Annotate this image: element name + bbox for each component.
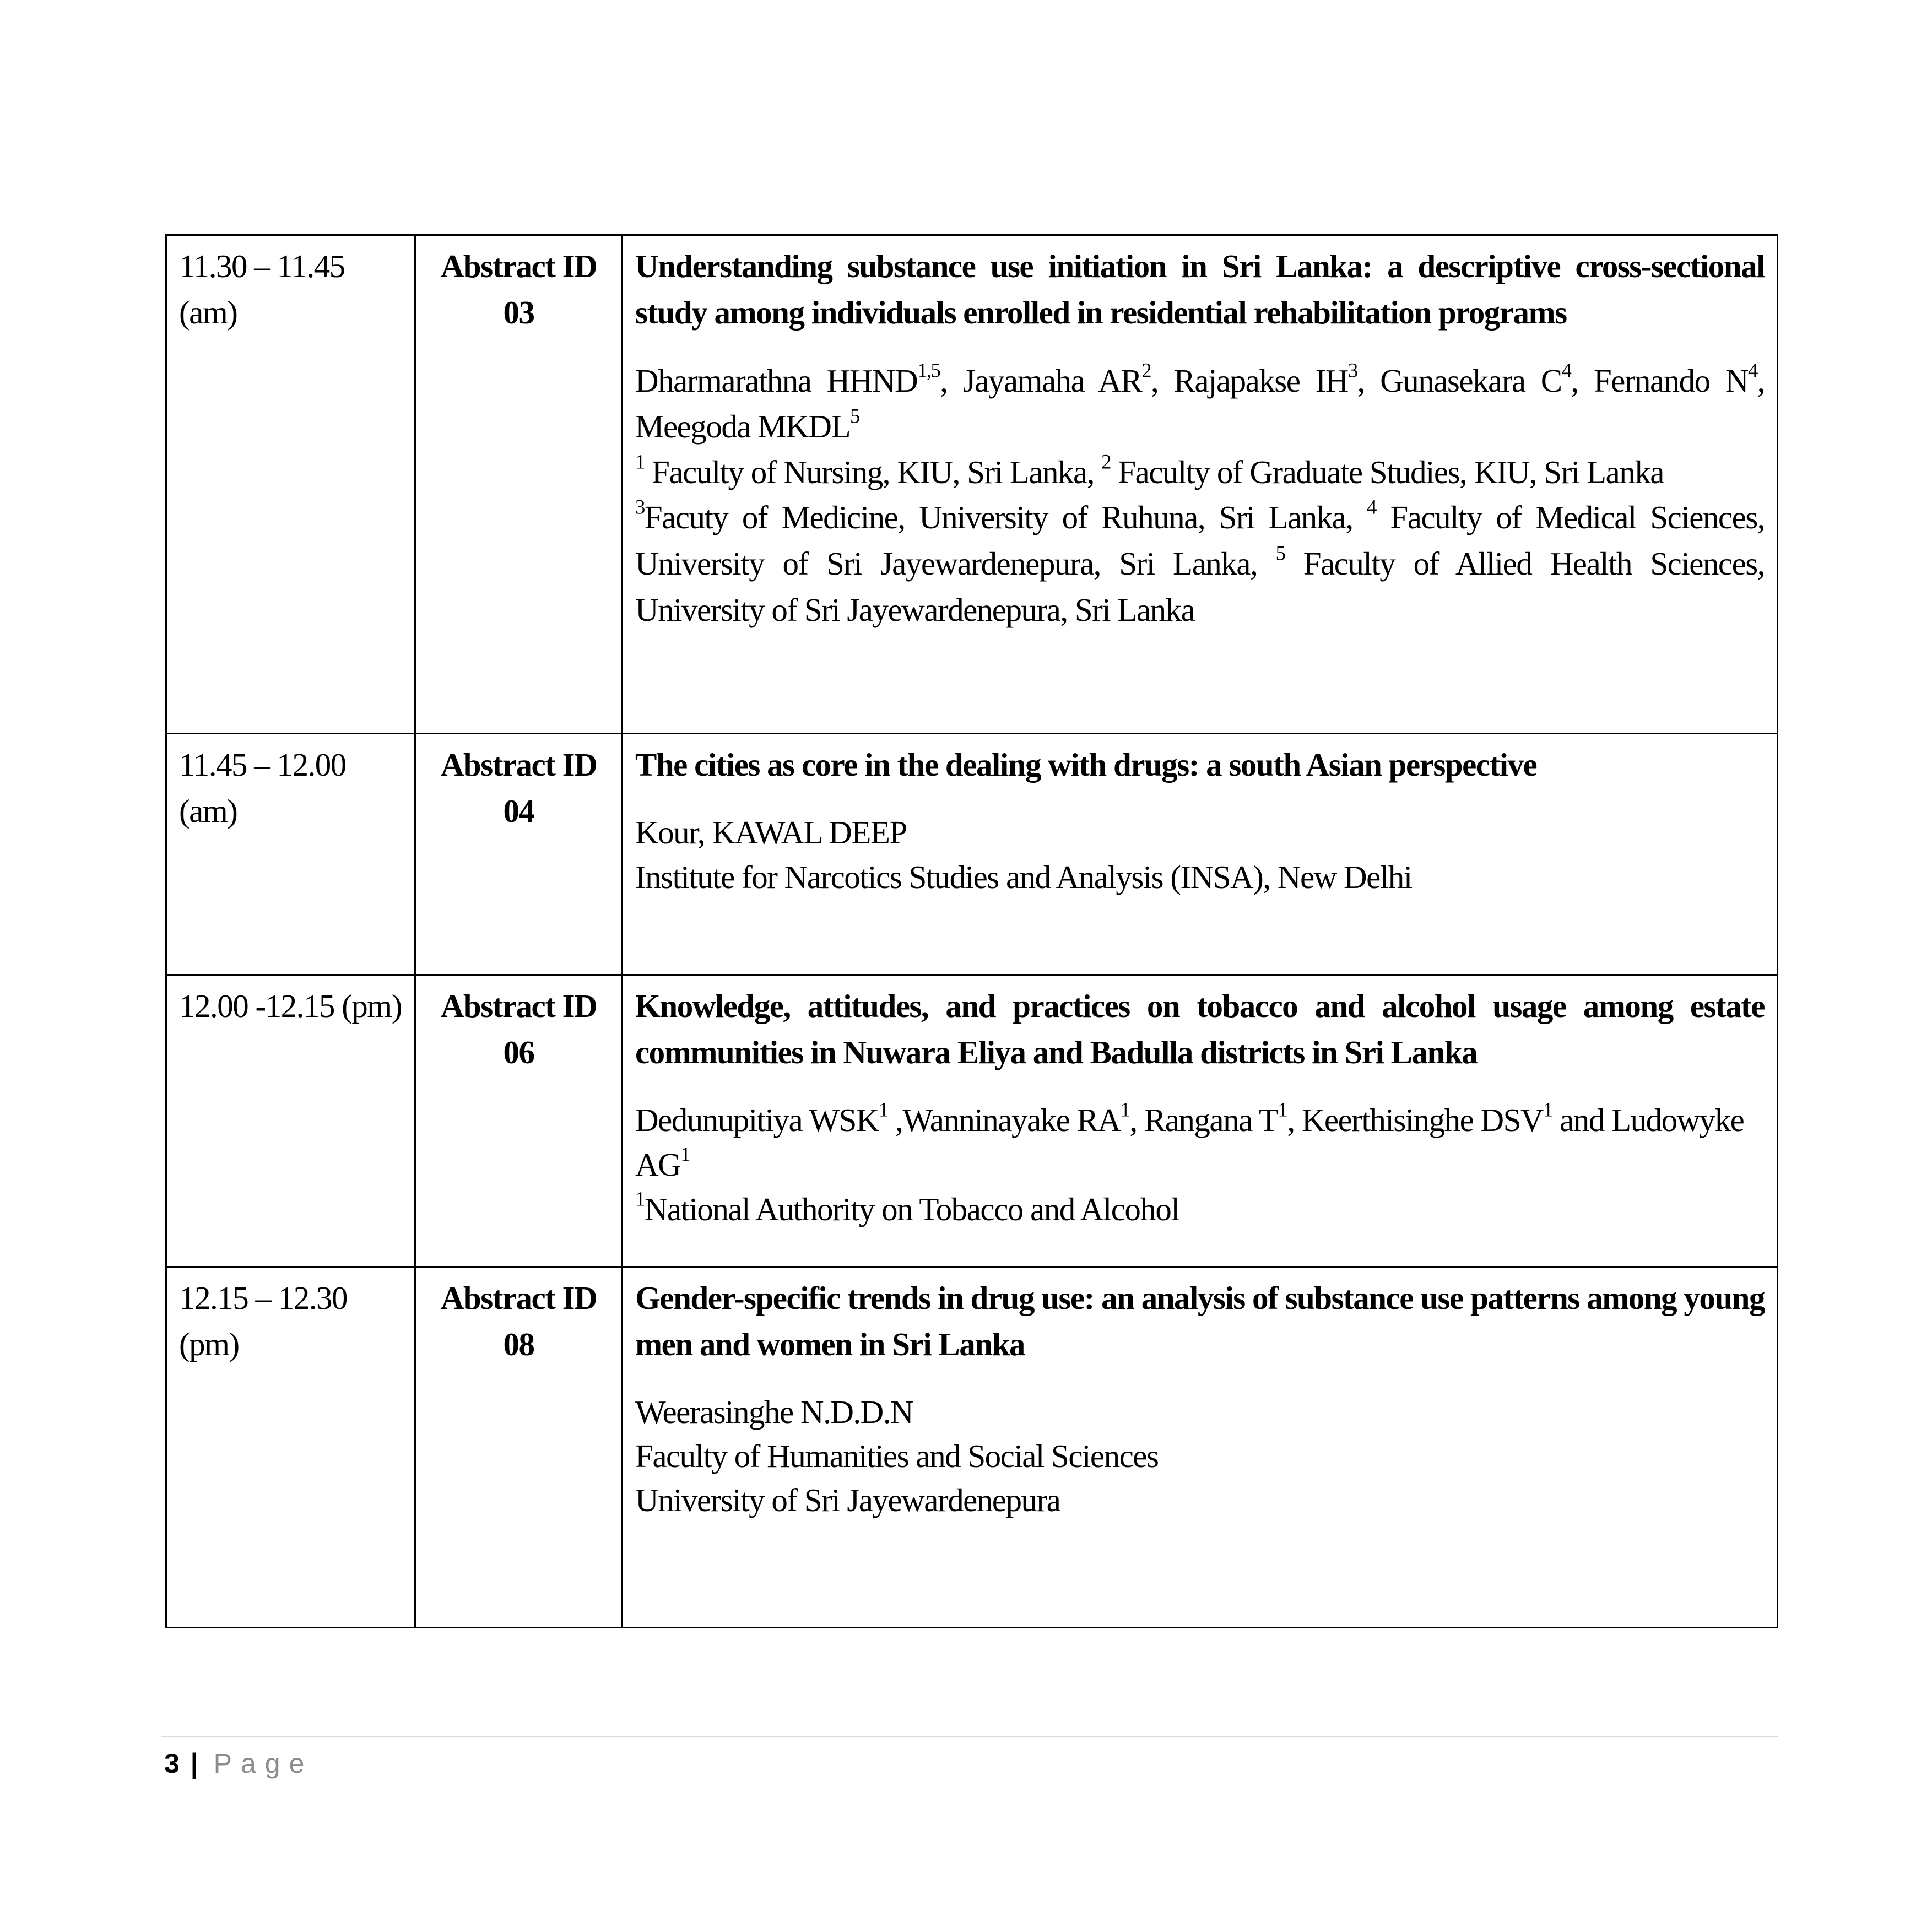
author-sup: 1 — [1120, 1098, 1130, 1121]
author-sup: 3 — [1347, 359, 1357, 382]
affiliation-line: Institute for Narcotics Studies and Analysis (INSA), New Delhi — [635, 859, 1412, 896]
author-sep: , — [1757, 362, 1765, 399]
author-sep: and — [1552, 1101, 1612, 1138]
abstract-cell — [623, 235, 1778, 734]
author-name: Jayamaha AR — [962, 362, 1142, 399]
author-sup: 2 — [1141, 359, 1151, 382]
affiliation-line: Faculty of Humanities and Social Sciences — [635, 1437, 1159, 1474]
author-sep: , — [1357, 362, 1381, 399]
author-name: Dharmarathna HHND — [635, 362, 918, 399]
affiliation-line — [635, 450, 1765, 495]
author-name: Rangana T — [1144, 1101, 1278, 1138]
author-sep: , — [1151, 362, 1174, 399]
affiliation-line: University of Sri Jayewardenepura — [635, 1482, 1060, 1518]
author-list — [635, 358, 1765, 451]
author-name: Meegoda MKDL — [635, 408, 850, 445]
author-sep: , — [1287, 1101, 1302, 1138]
session-time: 11.45 – 12.00 (am) — [166, 734, 415, 975]
table-row — [166, 734, 1778, 975]
author-name: Wanninayake RA — [902, 1101, 1121, 1138]
abstract-id: Abstract ID 06 — [415, 975, 623, 1267]
author-sup: 4 — [1747, 359, 1757, 382]
abstract-title: The cities as core in the dealing with drugs: a south Asian perspective — [635, 746, 1537, 783]
author-sup: 5 — [850, 404, 859, 427]
affiliation-text: Facuty of Medicine, University of Ruhuna, Sri Lanka, — [644, 499, 1367, 536]
affiliation-text: Faculty of Nursing, KIU, Sri Lanka, — [644, 454, 1102, 491]
affiliation-sup: 1 — [635, 1188, 645, 1211]
author-name: Rajapakse IH — [1173, 362, 1348, 399]
affiliation-text: Faculty of Allied Health Sciences, University of Sri Jayewardenepura, Sri Lanka — [635, 545, 1765, 628]
abstract-title: Gender-specific trends in drug use: an analysis of substance use patterns among young men and women in Sri Lanka — [635, 1280, 1765, 1362]
author-list: Kour, KAWAL DEEP — [635, 814, 907, 851]
author-sup: 4 — [1561, 359, 1571, 382]
author-list — [635, 1098, 1765, 1188]
author-sep: , — [1571, 362, 1594, 399]
abstract-cell — [623, 734, 1778, 975]
time-end: 12.15 (pm) — [265, 988, 402, 1024]
affiliation-text: National Authority on Tobacco and Alcohol — [644, 1191, 1179, 1228]
affiliation-sup: 4 — [1367, 496, 1376, 519]
footer-divider — [161, 1736, 1778, 1737]
footer-separator: | — [190, 1748, 198, 1779]
author-name: Fernando N — [1593, 362, 1748, 399]
time-start: 12.00 — [179, 988, 256, 1024]
author-sep: , — [1129, 1101, 1144, 1138]
page-label: Page — [213, 1748, 313, 1779]
affiliation-sup: 3 — [635, 496, 645, 519]
author-name: Weerasinghe N.D.D.N — [635, 1393, 913, 1430]
author-sup: 1 — [878, 1098, 888, 1121]
time-dash: - — [255, 988, 266, 1024]
session-time — [166, 975, 415, 1267]
author-sup: 1 — [1278, 1098, 1287, 1121]
table-row — [166, 975, 1778, 1267]
page-footer — [164, 1747, 313, 1779]
author-name: Dedunupitiya WSK — [635, 1101, 879, 1138]
author-sup: 1 — [680, 1143, 690, 1166]
author-sup: 1,5 — [917, 359, 940, 382]
table-row — [166, 235, 1778, 734]
author-sep: , — [887, 1101, 903, 1138]
table-row — [166, 1267, 1778, 1628]
abstract-cell — [623, 975, 1778, 1267]
affiliation-text: Faculty of Medical Sciences, University of Sri Jayewardenepura, Sri Lanka, — [635, 499, 1765, 582]
affiliation-sup: 5 — [1275, 542, 1285, 565]
affiliation-sup: 1 — [635, 450, 645, 473]
affiliation-sup: 2 — [1101, 450, 1111, 473]
author-name: Keerthisinghe DSV — [1301, 1101, 1544, 1138]
abstract-cell — [623, 1267, 1778, 1628]
author-block — [635, 1390, 1765, 1523]
session-time: 11.30 – 11.45 (am) — [166, 235, 415, 734]
abstract-id: Abstract ID 04 — [415, 734, 623, 975]
affiliation-line — [635, 495, 1765, 633]
abstract-title: Understanding substance use initiation in Sri Lanka: a descriptive cross-sectional study among individuals enrolled in residential rehabilitation programs — [635, 248, 1765, 331]
page-number: 3 — [164, 1748, 180, 1779]
author-sup: 1 — [1543, 1098, 1552, 1121]
session-time: 12.15 – 12.30 (pm) — [166, 1267, 415, 1628]
abstract-id: Abstract ID 08 — [415, 1267, 623, 1628]
abstract-id: Abstract ID 03 — [415, 235, 623, 734]
affiliation-line — [635, 1187, 1765, 1232]
abstract-title: Knowledge, attitudes, and practices on tobacco and alcohol usage among estate communities in Nuwara Eliya and Badulla districts in Sri Lanka — [635, 988, 1765, 1070]
program-table — [165, 234, 1778, 1628]
author-sep: , — [940, 362, 963, 399]
author-name: Gunasekara C — [1380, 362, 1562, 399]
author-name: Ludowyke AG — [635, 1101, 1744, 1183]
affiliation-text: Faculty of Graduate Studies, KIU, Sri Lanka — [1110, 454, 1664, 491]
